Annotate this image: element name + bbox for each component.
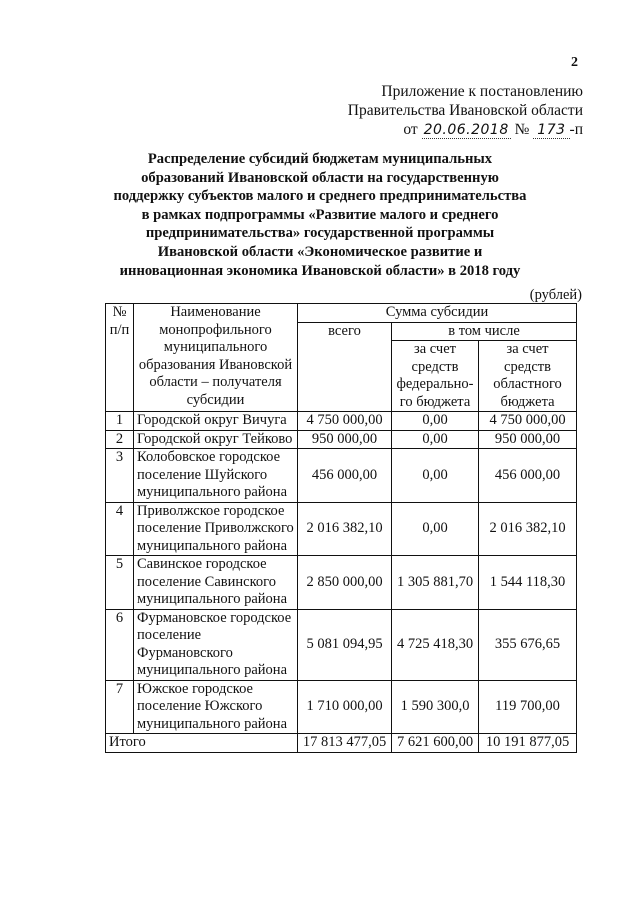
federal-value: 0,00 — [392, 412, 479, 431]
table-row — [106, 502, 577, 556]
header-including: в том числе — [392, 322, 577, 341]
appendix-line-2: Правительства Ивановской области — [347, 102, 583, 119]
totals-row — [106, 734, 577, 753]
table-row — [106, 680, 577, 734]
total-value: 1 710 000,00 — [298, 680, 392, 734]
federal-value: 0,00 — [392, 430, 479, 449]
subsidy-table — [105, 303, 577, 753]
header-name: Наименование монопрофильного муниципального образования Ивановской области – получателя субсидии — [134, 304, 298, 412]
federal-value: 0,00 — [392, 449, 479, 503]
total-value: 4 750 000,00 — [298, 412, 392, 431]
totals-federal: 7 621 600,00 — [392, 734, 479, 753]
total-value: 950 000,00 — [298, 430, 392, 449]
municipality-name: Южское городское поселение Южского муниципального района — [134, 680, 298, 734]
row-number: 1 — [106, 412, 134, 431]
row-number: 3 — [106, 449, 134, 503]
appendix-block — [348, 82, 583, 140]
row-number: 6 — [106, 609, 134, 680]
regional-value: 119 700,00 — [479, 680, 577, 734]
total-value: 2 016 382,10 — [298, 502, 392, 556]
regional-value: 1 544 118,30 — [479, 556, 577, 610]
municipality-name: Колобовское городское поселение Шуйского муниципального района — [134, 449, 298, 503]
title-line: в рамках подпрограммы «Развитие малого и среднего — [141, 206, 499, 223]
document-title — [110, 150, 530, 280]
header-total: всего — [298, 322, 392, 412]
regional-value: 355 676,65 — [479, 609, 577, 680]
row-number: 7 — [106, 680, 134, 734]
municipality-name: Фурмановское городское поселение Фурмановского муниципального района — [134, 609, 298, 680]
totals-label: Итого — [106, 734, 298, 753]
regional-value: 456 000,00 — [479, 449, 577, 503]
totals-total: 17 813 477,05 — [298, 734, 392, 753]
table-row — [106, 412, 577, 431]
appendix-date-line — [348, 120, 583, 140]
municipality-name: Городской округ Тейково — [134, 430, 298, 449]
row-number: 5 — [106, 556, 134, 610]
municipality-name: Городской округ Вичуга — [134, 412, 298, 431]
appendix-line-1: Приложение к постановлению — [381, 83, 583, 100]
total-value: 2 850 000,00 — [298, 556, 392, 610]
total-value: 5 081 094,95 — [298, 609, 392, 680]
title-line: Ивановской области «Экономическое развитие и — [157, 243, 483, 260]
table-row — [106, 556, 577, 610]
title-line: образований Ивановской области на государственную — [141, 169, 499, 186]
title-line: Распределение субсидий бюджетам муниципальных — [147, 151, 493, 167]
federal-value: 0,00 — [392, 502, 479, 556]
row-number: 2 — [106, 430, 134, 449]
regional-value: 950 000,00 — [479, 430, 577, 449]
number-label: № — [514, 121, 530, 138]
title-line: инновационная экономика Ивановской области» в 2018 году — [119, 262, 521, 279]
table-row — [106, 430, 577, 449]
municipality-name: Приволжское городское поселение Приволжского муниципального района — [134, 502, 298, 556]
federal-value: 1 590 300,0 — [392, 680, 479, 734]
regional-value: 2 016 382,10 — [479, 502, 577, 556]
page-number: 2 — [571, 55, 578, 70]
header-federal: за счет средств федерально-го бюджета — [392, 341, 479, 412]
row-number: 4 — [106, 502, 134, 556]
decree-number: 173 — [533, 122, 569, 139]
table-row — [106, 449, 577, 503]
totals-regional: 10 191 877,05 — [479, 734, 577, 753]
title-line: предпринимательства» государственной программы — [145, 225, 495, 242]
decree-date: 20.06.2018 — [423, 122, 509, 138]
from-label: от — [403, 121, 418, 138]
unit-label: (рублей) — [529, 287, 582, 303]
municipality-name: Савинское городское поселение Савинского муниципального района — [134, 556, 298, 610]
federal-value: 4 725 418,30 — [392, 609, 479, 680]
title-line: поддержку субъектов малого и среднего предпринимательства — [113, 188, 527, 205]
number-suffix: -п — [569, 121, 583, 138]
total-value: 456 000,00 — [298, 449, 392, 503]
header-regional: за счет средств областного бюджета — [479, 341, 577, 412]
table-row — [106, 609, 577, 680]
header-no: № п/п — [106, 304, 134, 412]
federal-value: 1 305 881,70 — [392, 556, 479, 610]
header-sum: Сумма субсидии — [298, 304, 577, 323]
regional-value: 4 750 000,00 — [479, 412, 577, 431]
